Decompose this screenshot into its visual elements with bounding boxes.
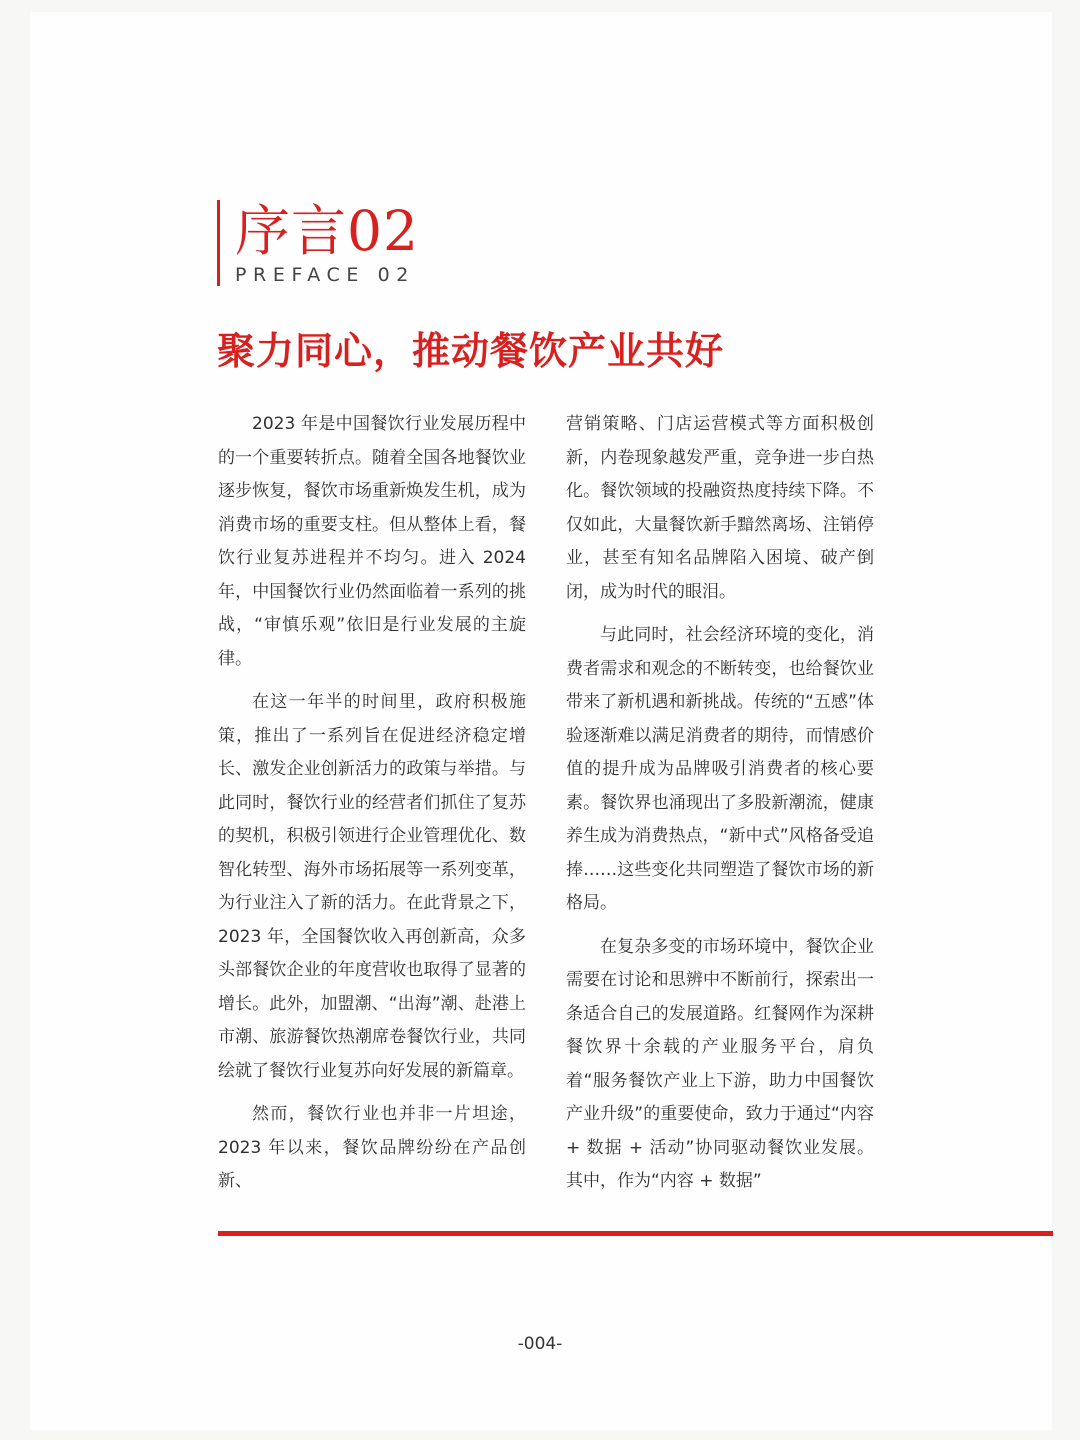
left-column — [218, 408, 526, 1209]
page-number: -004- — [517, 1334, 563, 1354]
article-headline: 聚力同心，推动餐饮产业共好 — [217, 329, 725, 373]
paragraph: 在复杂多变的市场环境中，餐饮企业需要在讨论和思辨中不断前行，探索出一条适合自己的发展道路。红餐网作为深耕餐饮界十余载的产业服务平台，肩负着“服务餐饮产业上下游，助力中国餐饮产业升级”的重要使命，致力于通过“内容 + 数据 + 活动”协同驱动餐饮业发展。其中，作为“内容 + 数据” — [566, 936, 874, 1191]
paragraph: 在这一年半的时间里，政府积极施策，推出了一系列旨在促进经济稳定增长、激发企业创新活力的政策与举措。与此同时，餐饮行业的经营者们抓住了复苏的契机，积极引领进行企业管理优化、数智化转型、海外市场拓展等一系列变革，为行业注入了新的活力。在此背景之下，2023 年，全国餐饮收入再创新高，众多头部餐饮企业的年度营收也取得了显著的增长。此外，加盟潮、“出海”潮、赴港上市潮、旅游餐饮热潮席卷餐饮行业，共同绘就了餐饮行业复苏向好发展的新篇章。 — [218, 692, 526, 1081]
paragraph: 2023 年是中国餐饮行业发展历程中的一个重要转折点。随着全国各地餐饮业逐步恢复，餐饮市场重新焕发生机，成为消费市场的重要支柱。但从整体上看，餐饮行业复苏进程并不均匀。进入 2024 年，中国餐饮行业仍然面临着一系列的挑战，“审慎乐观”依旧是行业发展的主旋律。 — [218, 414, 526, 669]
paragraph: 与此同时，社会经济环境的变化，消费者需求和观念的不断转变，也给餐饮业带来了新机遇和新挑战。传统的“五感”体验逐渐难以满足消费者的期待，而情感价值的提升成为品牌吸引消费者的核心要素。餐饮界也涌现出了多股新潮流，健康养生成为消费热点，“新中式”风格备受追捧……这些变化共同塑造了餐饮市场的新格局。 — [566, 625, 874, 913]
paragraph-continuation: 营销策略、门店运营模式等方面积极创新，内卷现象越发严重，竞争进一步白热化。餐饮领域的投融资热度持续下降。不仅如此，大量餐饮新手黯然离场、注销停业，甚至有知名品牌陷入困境、破产倒闭，成为时代的眼泪。 — [566, 414, 874, 602]
section-subtitle: PREFACE 02 — [235, 264, 415, 286]
page-sheet — [30, 12, 1052, 1430]
paragraph: 然而，餐饮行业也并非一片坦途，2023 年以来，餐饮品牌纷纷在产品创新、 — [218, 1104, 526, 1191]
section-heading — [217, 200, 419, 286]
footer-rule — [218, 1231, 1053, 1236]
right-column — [566, 408, 874, 1209]
section-title: 序言02 — [235, 199, 419, 263]
